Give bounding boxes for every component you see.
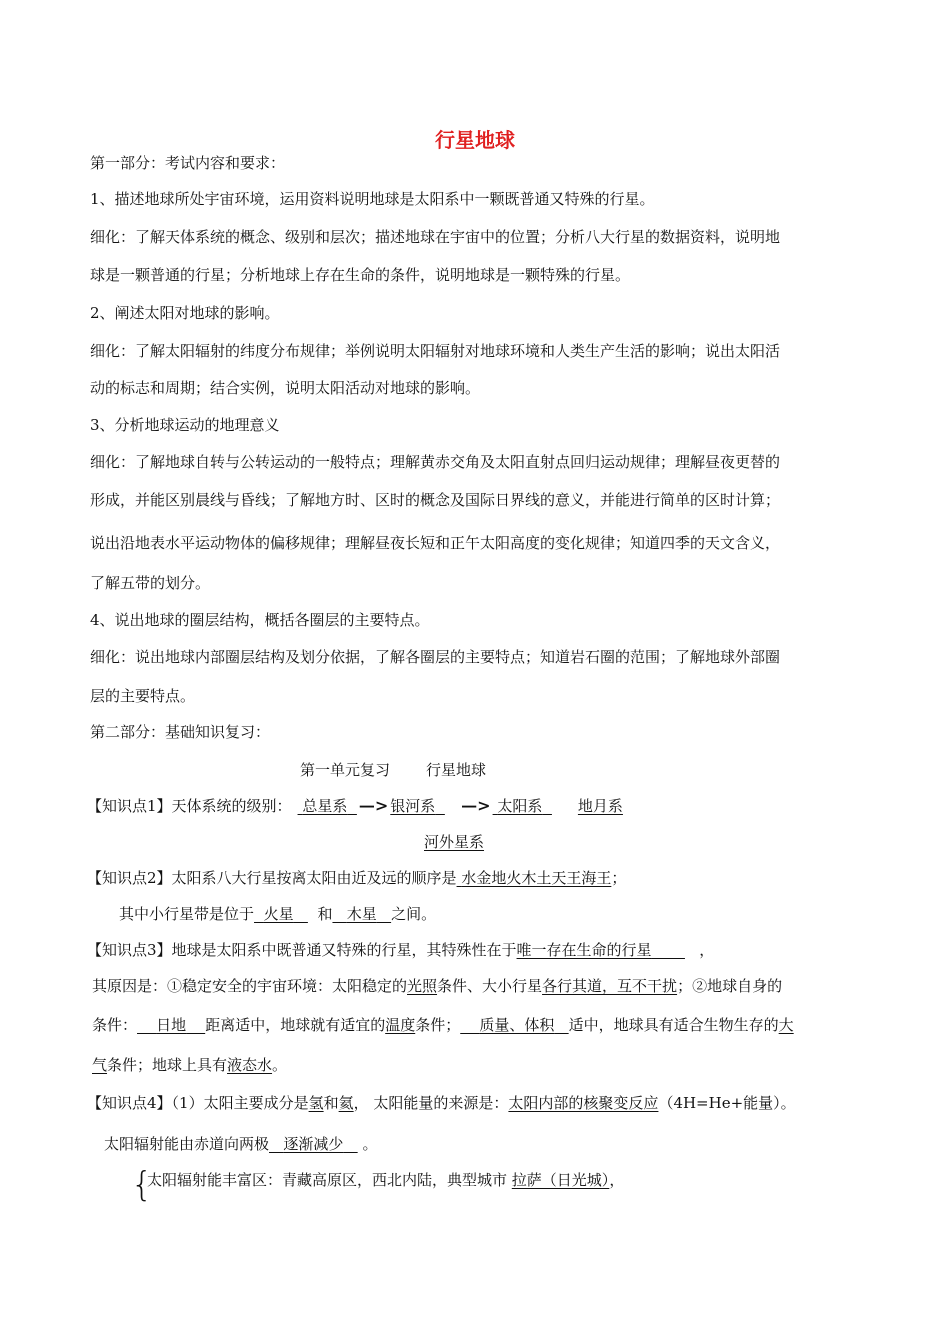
kp4-label: 【知识点4】（1）太阳主要成分是 — [87, 1094, 309, 1112]
kp4-hydrogen: 氢 — [308, 1094, 324, 1112]
kp1-earth-moon: 地月系 — [577, 797, 623, 815]
kp3-atmosphere-a: 大 — [778, 1016, 794, 1034]
kp2-asteroid-belt: 其中小行星带是位于 火星 和 木星 之间。 — [119, 905, 437, 923]
kp2-planet-order: 水金地火木土天王海王 — [461, 869, 612, 887]
kp4-decrease: 逐渐减少 — [283, 1135, 344, 1153]
kp3-label: 【知识点3】地球是太阳系中既普通又特殊的行星，其特殊性在于 — [87, 941, 517, 959]
kp3-sun-earth: 日地 — [156, 1016, 187, 1034]
requirement-2-detail-b: 动的标志和周期；结合实例，说明太阳活动对地球的影响。 — [90, 379, 481, 397]
requirement-4: 4、说出地球的圈层结构，概括各圈层的主要特点。 — [90, 611, 430, 629]
requirement-4-detail-b: 层的主要特点。 — [90, 687, 196, 705]
requirement-3-detail-d: 了解五带的划分。 — [90, 574, 211, 592]
kp4-radiation-distribution: 太阳辐射能由赤道向两极 逐渐减少 。 — [104, 1135, 378, 1153]
arrow-icon: —> — [461, 796, 491, 815]
kp3-reason-line1: 其原因是：①稳定安全的宇宙环境：太阳稳定的光照条件、大小行星各行其道，互不干扰；②地球自身的 — [92, 977, 783, 995]
kp2-label: 【知识点2】太阳系八大行星按离太阳由近及远的顺序是 — [87, 869, 457, 887]
requirement-3: 3、分析地球运动的地理意义 — [90, 416, 280, 434]
kp3-reason-line3: 气条件；地球上具有液态水。 — [92, 1056, 288, 1074]
kp4-rich-area: 太阳辐射能丰富区：青藏高原区，西北内陆，典型城市 拉萨（日光城）， — [147, 1171, 625, 1189]
kp1-other-galaxies: 河外星系 — [424, 833, 485, 851]
kp4-fusion: 太阳内部的核聚变反应 — [508, 1094, 659, 1112]
kp4-lhasa: 拉萨（日光城） — [511, 1171, 610, 1189]
requirement-2: 2、阐述太阳对地球的影响。 — [90, 304, 280, 322]
requirement-1-detail-b: 球是一颗普通的行星；分析地球上存在生命的条件，说明地球是一颗特殊的行星。 — [90, 266, 631, 284]
kp1-solar-system: 太阳系 — [497, 797, 543, 815]
unit-topic: 行星地球 — [426, 761, 487, 779]
part1-heading: 第一部分：考试内容和要求： — [90, 154, 286, 172]
kp2-jupiter: 木星 — [346, 905, 377, 923]
requirement-4-detail-a: 细化：说出地球内部圈层结构及划分依据，了解各圈层的主要特点；知道岩石圈的范围；了解地球外部圈 — [90, 648, 781, 666]
kp3-mass: 质量、体积 — [479, 1016, 555, 1034]
requirement-2-detail-a: 细化：了解太阳辐射的纬度分布规律；举例说明太阳辐射对地球环境和人类生产生活的影响；说出太阳活 — [90, 342, 781, 360]
requirement-3-detail-b: 形成，并能区别晨线与昏线；了解地方时、区时的概念及国际日界线的意义，并能进行简单的区时计算； — [90, 491, 781, 509]
knowledge-point-4: 【知识点4】（1）太阳主要成分是氢和氦， 太阳能量的来源是：太阳内部的核聚变反应（4H=He+能量）。 — [87, 1094, 796, 1112]
kp3-reason-line2: 条件： 日地 距离适中，地球就有适宜的温度条件； 质量、体积 适中，地球具有适合生物生存的大 — [92, 1016, 794, 1034]
knowledge-point-3: 【知识点3】地球是太阳系中既普通又特殊的行星，其特殊性在于唯一存在生命的行星 ， — [87, 941, 715, 959]
unit-heading — [300, 760, 486, 780]
kp3-temperature: 温度 — [385, 1016, 416, 1034]
kp3-water: 液态水 — [227, 1056, 273, 1074]
brace-icon: { — [131, 1165, 153, 1205]
arrow-icon: —> — [358, 796, 389, 815]
unit-name: 第一单元复习 — [300, 761, 391, 779]
kp3-atmosphere-b: 气 — [92, 1056, 108, 1074]
kp1-universe: 总星系 — [302, 797, 348, 815]
kp1-label: 【知识点1】天体系统的级别： — [87, 797, 292, 815]
kp3-orbit: 各行其道，互不干扰 — [542, 977, 678, 995]
kp2-mars: 火星 — [263, 905, 294, 923]
requirement-1: 1、描述地球所处宇宙环境，运用资料说明地球是太阳系中一颗既普通又特殊的行星。 — [90, 190, 655, 208]
page-title: 行星地球 — [435, 128, 515, 152]
kp4-helium: 氦 — [338, 1094, 354, 1112]
requirement-3-detail-a: 细化：了解地球自转与公转运动的一般特点；理解黄赤交角及太阳直射点回归运动规律；理解昼夜更替的 — [90, 453, 781, 471]
kp3-answer: 唯一存在生命的行星 — [516, 941, 652, 959]
kp3-light: 光照 — [407, 977, 438, 995]
knowledge-point-1 — [87, 796, 623, 816]
requirement-1-detail-a: 细化：了解天体系统的概念、级别和层次；描述地球在宇宙中的位置；分析八大行星的数据资料，说明地 — [90, 228, 781, 246]
kp1-milky-way: 银河系 — [390, 797, 436, 815]
knowledge-point-2: 【知识点2】太阳系八大行星按离太阳由近及远的顺序是 水金地火木土天王海王； — [87, 869, 627, 887]
part2-heading: 第二部分：基础知识复习： — [90, 723, 271, 741]
requirement-3-detail-c: 说出沿地表水平运动物体的偏移规律；理解昼夜长短和正午太阳高度的变化规律；知道四季的天文含义， — [90, 534, 781, 552]
